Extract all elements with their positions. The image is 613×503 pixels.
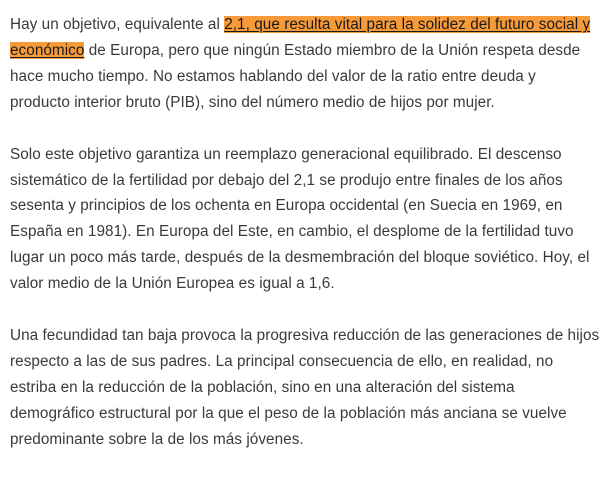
paragraph-3: Una fecundidad tan baja provoca la progresiva reducción de las generaciones de hijos respecto a las de sus padres. La principal consecuencia de ello, en realidad, no estriba en la reducción de la población, sino en una alteración del sistema demográfico estructural por la que el peso de la población más anciana se vuelve predominante sobre la de los más jóvenes.	[10, 327, 600, 448]
paragraph-1	[10, 12, 600, 116]
highlighted-link[interactable]: 2,1, que resulta vital para la solidez del futuro social y económico	[10, 16, 591, 59]
article-body	[10, 12, 600, 479]
paragraph-1-text-after: de Europa, pero que ningún Estado miembro de la Unión respeta desde hace mucho tiempo. No estamos hablando del valor de la ratio entre deuda y producto interior bruto (PIB), sino del número medio de hijos por mujer.	[10, 41, 581, 111]
paragraph-2: Solo este objetivo garantiza un reemplazo generacional equilibrado. El descenso sistemático de la fertilidad por debajo del 2,1 se produjo entre finales de los años sesenta y principios de los ochenta en Europa occidental (en Suecia en 1969, en España en 1981). En Europa del Este, en cambio, el desplome de la fertilidad tuvo lugar un poco más tarde, después de la desmembración del bloque soviético. Hoy, el valor medio de la Unión Europea es igual a 1,6.	[10, 145, 590, 293]
paragraph-1-text-before: Hay un objetivo, equivalente al	[10, 16, 225, 33]
